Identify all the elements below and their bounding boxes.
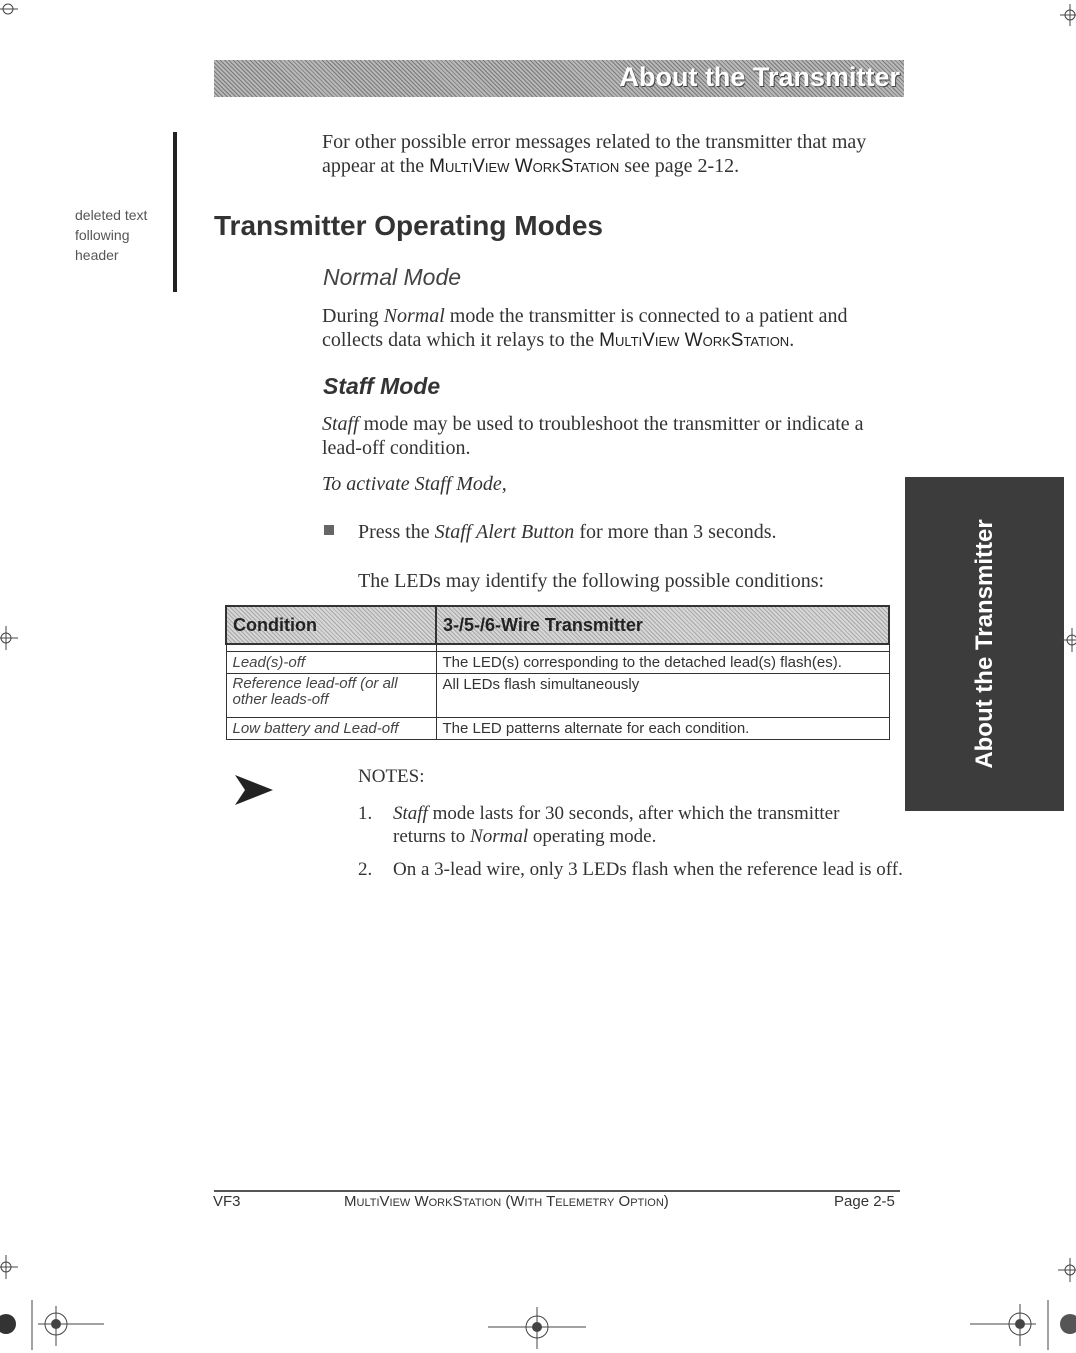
side-tab-label: About the Transmitter [970, 519, 998, 769]
note-text: mode lasts for 30 seconds, after which the transmitter returns to [393, 803, 840, 847]
table-cell: Low battery and Lead-off [226, 718, 436, 740]
note-number: 2. [358, 859, 373, 880]
intro-text-end: see page 2-12. [619, 155, 740, 177]
note-item [393, 802, 893, 848]
side-tab [905, 477, 1064, 811]
header-banner [214, 60, 904, 97]
normal-text-mid: mode the transmitter is connected to a patient and collects data which it relays to the [322, 305, 848, 351]
product-name: MultiView WorkStation [429, 156, 620, 177]
bullet-step [358, 520, 776, 544]
registration-mark-icon [0, 1300, 110, 1350]
normal-mode-paragraph [322, 304, 902, 353]
staff-mode-paragraph [322, 412, 902, 460]
table-cell: Lead(s)-off [226, 652, 436, 674]
crop-mark-icon [1060, 628, 1076, 652]
registration-mark-icon [970, 1300, 1076, 1350]
table-cell: The LED patterns alternate for each condition. [436, 718, 889, 740]
note-number: 1. [358, 803, 373, 824]
note-text: operating mode. [528, 826, 657, 847]
footer-center: MultiView WorkStation (With Telemetry Option) [344, 1193, 669, 1210]
normal-text-end: . [789, 329, 795, 351]
footer-right: Page 2-5 [834, 1193, 895, 1210]
conditions-table [225, 605, 890, 740]
table-header: 3-/5-/6-Wire Transmitter [436, 606, 889, 644]
table-row [226, 718, 889, 740]
table-row [226, 652, 889, 674]
notes-heading: NOTES: [358, 766, 425, 787]
header-title: About the Transmitter [619, 62, 900, 92]
margin-note: deleted text following header [75, 207, 148, 263]
table-header: Condition [226, 606, 436, 644]
table-header-row [226, 606, 889, 644]
crop-mark-icon [0, 1255, 18, 1279]
registration-mark-icon [488, 1305, 588, 1351]
bullet-text-start: Press the [358, 521, 435, 543]
footer-left: VF3 [213, 1193, 241, 1210]
note-arrow-icon [233, 773, 275, 807]
bullet-text-italic: Staff Alert Button [434, 521, 575, 543]
note-italic: Normal [470, 826, 529, 847]
staff-text-italic: Staff [322, 413, 359, 435]
crop-mark-icon [0, 0, 20, 20]
note-item: On a 3-lead wire, only 3 LEDs flash when the reference lead is off. [393, 859, 903, 880]
leds-intro: The LEDs may identify the following possible conditions: [358, 570, 825, 592]
section-title: Transmitter Operating Modes [214, 210, 603, 241]
crop-mark-icon [1058, 1258, 1076, 1282]
activate-instruction: To activate Staff Mode, [322, 473, 507, 495]
product-name: MultiView WorkStation [599, 330, 790, 351]
crop-mark-icon [1058, 4, 1076, 26]
normal-text-start: During [322, 305, 384, 327]
staff-text: mode may be used to troubleshoot the transmitter or indicate a lead-off condition. [322, 413, 864, 459]
crop-mark-icon [0, 626, 18, 650]
intro-paragraph [322, 130, 892, 179]
note-italic: Staff [393, 803, 428, 824]
bullet-text-end: for more than 3 seconds. [574, 521, 777, 543]
bullet-square-icon [324, 525, 334, 535]
footer-rule [214, 1190, 900, 1192]
normal-mode-heading: Normal Mode [323, 264, 462, 290]
table-cell: All LEDs flash simultaneously [436, 674, 889, 718]
staff-mode-heading: Staff Mode [323, 373, 441, 399]
normal-text-italic: Normal [383, 305, 445, 327]
table-row [226, 674, 889, 718]
intro-text: For other possible error messages related to the transmitter that may appear at the [322, 131, 867, 177]
table-cell: The LED(s) corresponding to the detached lead(s) flash(es). [436, 652, 889, 674]
table-cell: Reference lead-off (or all other leads-off [226, 674, 436, 718]
